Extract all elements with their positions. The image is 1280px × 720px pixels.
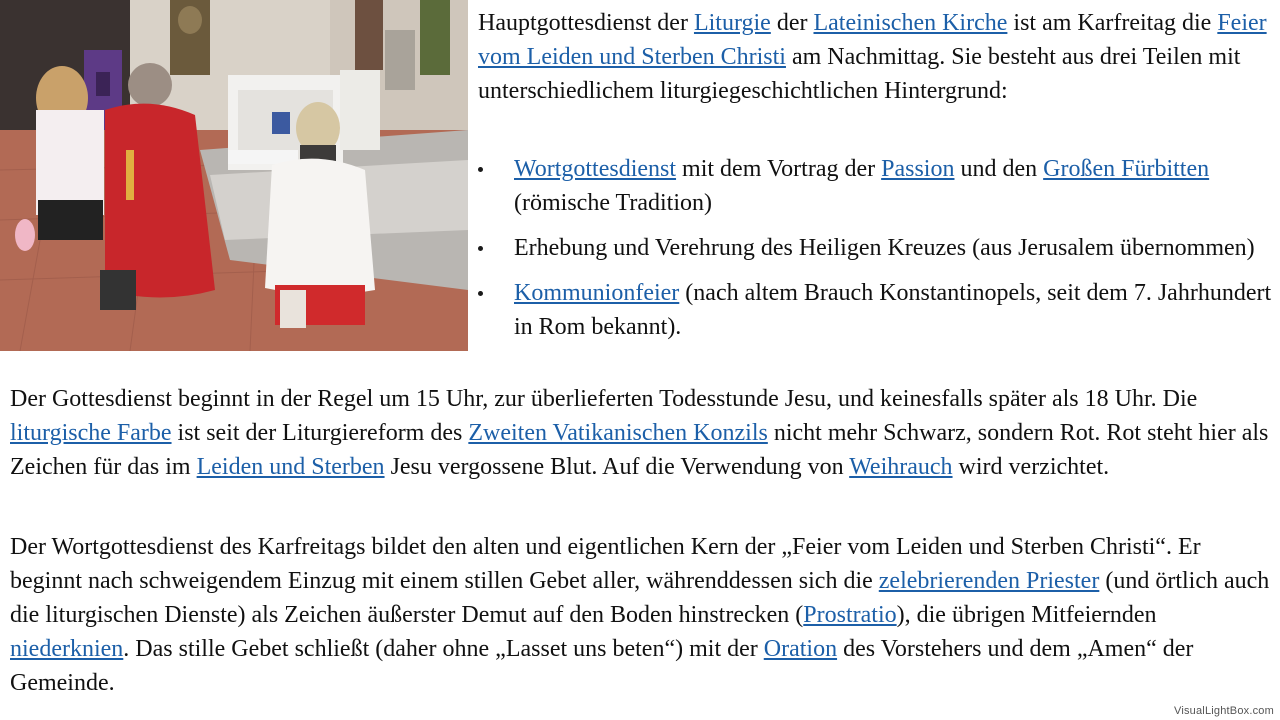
- intro-text-1: Hauptgottesdienst der: [478, 10, 694, 36]
- list-item: [478, 276, 1273, 344]
- link-lateinische-kirche[interactable]: Lateinischen Kirche: [813, 10, 1008, 36]
- link-oration[interactable]: Oration: [763, 636, 838, 662]
- p2-text-4: . Das stille Gebet schließt (daher ohne „Lasset uns beten“) mit der: [123, 636, 764, 662]
- p2-text-2: (und örtlich auch die liturgischen Dienste) als Zeichen äußerster Demut auf den Boden hinstrecken (: [10, 568, 1270, 628]
- good-friday-photo: [0, 0, 468, 351]
- list-item: [478, 152, 1273, 220]
- item-text: und den: [954, 156, 1044, 182]
- p1-text-2: ist seit der Liturgiereform des: [171, 420, 469, 446]
- p1-text-4: Jesu vergossene Blut. Auf die Verwendung von: [384, 454, 850, 480]
- link-passion[interactable]: Passion: [881, 156, 955, 182]
- intro-text-2: der: [770, 10, 814, 36]
- link-niederknien[interactable]: niederknien: [10, 636, 124, 662]
- p2-text-3: ), die übrigen Mitfeiernden: [896, 602, 1157, 628]
- link-leiden-und-sterben[interactable]: Leiden und Sterben: [196, 454, 385, 480]
- link-weihrauch[interactable]: Weihrauch: [849, 454, 953, 480]
- link-grosse-fuerbitten[interactable]: Großen Fürbitten: [1043, 156, 1210, 182]
- item-text: (nach altem Brauch Konstantinopels, seit dem 7. Jahrhundert in Rom bekannt).: [514, 280, 1272, 340]
- bullet-dot: [478, 246, 483, 251]
- item-text: Erhebung und Verehrung des Heiligen Kreuzes (aus Jerusalem übernommen): [514, 235, 1255, 261]
- link-prostratio[interactable]: Prostratio: [803, 602, 897, 628]
- intro-paragraph: [478, 6, 1268, 108]
- parts-list: [478, 152, 1273, 355]
- bullet-dot: [478, 167, 483, 172]
- link-feier-vom-leiden[interactable]: Feier vom Leiden und Sterben Christi: [478, 10, 1267, 70]
- p1-text-3: nicht mehr Schwarz, sondern Rot. Rot steht hier als Zeichen für das im: [10, 420, 1269, 480]
- paragraph-time-and-color: [10, 382, 1272, 484]
- bullet-dot: [478, 291, 483, 296]
- paragraph-wortgottesdienst: [10, 530, 1272, 700]
- item-text: (römische Tradition): [514, 190, 712, 216]
- link-wortgottesdienst[interactable]: Wortgottesdienst: [514, 156, 677, 182]
- intro-text-4: am Nachmittag. Sie besteht aus drei Teilen mit unterschiedlichem liturgiegeschichtlichen Hintergrund:: [478, 44, 1241, 104]
- list-item: [478, 231, 1273, 265]
- link-zelebrierende-priester[interactable]: zelebrierenden Priester: [878, 568, 1100, 594]
- p2-text-5: des Vorstehers und dem „Amen“ der Gemeinde.: [10, 636, 1194, 696]
- p2-text-1: Der Wortgottesdienst des Karfreitags bildet den alten und eigentlichen Kern der „Feier vom Leiden und Sterben Christi“. Er beginnt nach schweigendem Einzug mit einem stillen Gebet aller, währenddessen sich die: [10, 534, 1201, 594]
- link-kommunionfeier[interactable]: Kommunionfeier: [514, 280, 680, 306]
- p1-text-5: wird verzichtet.: [952, 454, 1110, 480]
- link-zweites-vatikanisches-konzil[interactable]: Zweiten Vatikanischen Konzils: [468, 420, 768, 446]
- p1-text-1: Der Gottesdienst beginnt in der Regel um 15 Uhr, zur überlieferten Todesstunde Jesu, und keinesfalls später als 18 Uhr. Die: [10, 386, 1198, 412]
- intro-text-3: ist am Karfreitag die: [1007, 10, 1218, 36]
- link-liturgische-farbe[interactable]: liturgische Farbe: [10, 420, 172, 446]
- item-text: mit dem Vortrag der: [676, 156, 882, 182]
- watermark: VisualLightBox.com: [1173, 705, 1274, 717]
- link-liturgie[interactable]: Liturgie: [693, 10, 771, 36]
